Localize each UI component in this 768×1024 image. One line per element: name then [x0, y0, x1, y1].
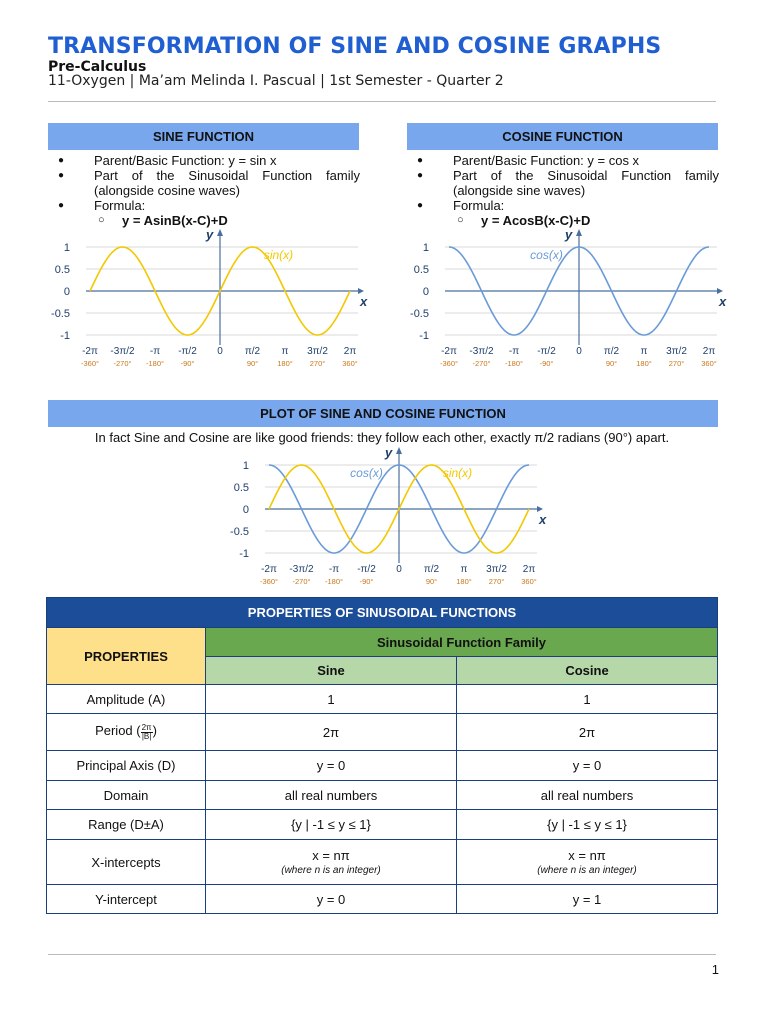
x-degree-label: 270° — [488, 577, 505, 586]
property-cell: Principal Axis (D) — [47, 751, 206, 781]
table-row — [47, 885, 718, 914]
y-tick-label: -1 — [60, 330, 70, 342]
x-tick-label: -2π — [441, 346, 457, 357]
plot-heading: PLOT OF SINE AND COSINE FUNCTION — [48, 400, 718, 427]
x-tick-label: -2π — [261, 564, 277, 575]
x-degree-label: -270° — [292, 577, 311, 586]
x-degree-label: 360° — [701, 359, 717, 368]
page-title: TRANSFORMATION OF SINE AND COSINE GRAPHS — [48, 34, 662, 59]
sine-bullet: ● Parent/Basic Function: y = sin x — [48, 153, 360, 168]
series-label: cos(x) — [350, 466, 383, 480]
y-axis-label: y — [206, 227, 214, 242]
sine-graph — [46, 227, 366, 372]
cosine-cell: 2π — [457, 714, 718, 751]
cosine-formula: ○ y = AcosB(x-C)+D — [407, 213, 719, 228]
integer-note: (where n is an integer) — [281, 865, 381, 876]
cosine-heading: COSINE FUNCTION — [407, 123, 718, 150]
y-tick-label: 1 — [242, 460, 249, 472]
y-tick-label: 0 — [422, 286, 429, 298]
x-tick-label: 0 — [396, 564, 402, 575]
x-tick-label: -π — [149, 346, 161, 357]
sine-cell: y = 0 — [206, 885, 457, 914]
x-tick-label: 0 — [217, 346, 223, 357]
y-tick-label: 1 — [422, 242, 429, 254]
x-tick-label: -3π/2 — [110, 346, 135, 357]
y-tick-label: 1 — [63, 242, 70, 254]
x-tick-label: 2π — [702, 346, 716, 357]
period-fraction — [141, 724, 153, 741]
x-tick-label: 0 — [576, 346, 582, 357]
y-tick-label: 0 — [63, 286, 70, 298]
y-axis-arrow — [217, 229, 223, 236]
x-tick-label: 3π/2 — [307, 346, 328, 357]
table-row — [47, 714, 718, 751]
x-degree-label: 90° — [246, 359, 259, 368]
sine-column-header: Sine — [206, 657, 457, 685]
table-row — [47, 685, 718, 714]
y-tick-label: 0 — [242, 504, 249, 516]
x-tick-label: -π/2 — [537, 346, 556, 357]
period-fraction-denominator: |B| — [141, 731, 152, 741]
y-tick-label: -0.5 — [410, 308, 429, 320]
x-tick-label: -3π/2 — [469, 346, 494, 357]
x-tick-label: -3π/2 — [289, 564, 314, 575]
x-degree-label: 270° — [309, 359, 326, 368]
x-degree-label: 270° — [668, 359, 685, 368]
period-close: ) — [152, 723, 157, 739]
table-row — [47, 840, 718, 885]
sine-cell: all real numbers — [206, 781, 457, 810]
x-tick-label: π — [460, 564, 468, 575]
series-label: cos(x) — [530, 248, 563, 262]
series-label: sin(x) — [442, 466, 473, 480]
y-tick-label: -1 — [419, 330, 429, 342]
x-degree-label: 90° — [425, 577, 438, 586]
cosine-cell — [457, 840, 718, 885]
plot-intro: In fact Sine and Cosine are like good friends: they follow each other, exactly π/2 radians (90°) apart. — [94, 430, 670, 445]
x-degree-label: -360° — [259, 577, 279, 586]
sine-heading: SINE FUNCTION — [48, 123, 359, 150]
cosine-bullet: ● Parent/Basic Function: y = cos x — [407, 153, 719, 168]
x-tick-label: π/2 — [244, 346, 261, 357]
y-axis-label: y — [385, 445, 393, 460]
cosine-notes — [407, 153, 719, 228]
y-tick-label: -1 — [239, 548, 249, 560]
x-degree-label: 90° — [605, 359, 618, 368]
footer-divider — [48, 954, 716, 955]
x-tick-label: -π/2 — [357, 564, 376, 575]
x-tick-label: π/2 — [603, 346, 620, 357]
y-tick-label: -0.5 — [230, 526, 249, 538]
properties-table — [46, 597, 718, 914]
x-tick-label: -π — [508, 346, 520, 357]
cosine-column-header: Cosine — [457, 657, 718, 685]
y-axis-label: y — [565, 227, 573, 242]
properties-header: PROPERTIES — [47, 628, 206, 685]
x-tick-label: π — [281, 346, 289, 357]
sine-intercepts: x = nπ — [312, 848, 350, 863]
x-tick-label: 3π/2 — [486, 564, 507, 575]
x-axis-label: x — [719, 294, 727, 309]
y-axis-arrow — [576, 229, 582, 236]
property-cell: Amplitude (A) — [47, 685, 206, 714]
x-tick-label: -2π — [82, 346, 98, 357]
sine-bullet: ● Part of the Sinusoidal Function family (alongside cosine waves) — [48, 168, 360, 198]
x-degree-label: 180° — [636, 359, 652, 368]
x-degree-label: -90° — [359, 577, 374, 586]
x-tick-label: -π — [328, 564, 340, 575]
x-degree-label: -270° — [113, 359, 132, 368]
x-degree-label: -180° — [504, 359, 524, 368]
sine-cell: {y | -1 ≤ y ≤ 1} — [206, 810, 457, 840]
y-axis-arrow — [396, 447, 402, 454]
property-cell: Domain — [47, 781, 206, 810]
x-degree-label: -360° — [439, 359, 459, 368]
x-tick-label: -π/2 — [178, 346, 197, 357]
x-axis-label: x — [360, 294, 368, 309]
series-label: sin(x) — [263, 248, 294, 262]
x-degree-label: 180° — [277, 359, 293, 368]
cosine-intercepts: x = nπ — [568, 848, 606, 863]
table-title: PROPERTIES OF SINUSOIDAL FUNCTIONS — [47, 598, 718, 628]
sine-cell: 2π — [206, 714, 457, 751]
sine-notes — [48, 153, 360, 228]
cosine-bullet: ● Part of the Sinusoidal Function family (alongside sine waves) — [407, 168, 719, 198]
cosine-cell: all real numbers — [457, 781, 718, 810]
x-degree-label: -360° — [80, 359, 100, 368]
sine-cell — [206, 840, 457, 885]
x-degree-label: 360° — [342, 359, 358, 368]
integer-note: (where n is an integer) — [537, 865, 637, 876]
header-divider — [48, 101, 716, 102]
cosine-cell: y = 0 — [457, 751, 718, 781]
table-row — [47, 751, 718, 781]
table-row — [47, 810, 718, 840]
x-degree-label: -90° — [180, 359, 195, 368]
period-label: Period ( — [95, 723, 141, 739]
x-tick-label: π — [640, 346, 648, 357]
property-cell: X-intercepts — [47, 840, 206, 885]
cosine-cell: 1 — [457, 685, 718, 714]
subject-label: Pre-Calculus — [48, 59, 147, 75]
x-tick-label: 2π — [522, 564, 536, 575]
sine-bullet: ● Formula: — [48, 198, 360, 213]
x-degree-label: -270° — [472, 359, 491, 368]
combined-graph — [225, 445, 545, 590]
x-axis-label: x — [539, 512, 547, 527]
table-row — [47, 781, 718, 810]
property-cell: Y-intercept — [47, 885, 206, 914]
cosine-cell: {y | -1 ≤ y ≤ 1} — [457, 810, 718, 840]
class-info: 11-Oxygen | Ma’am Melinda I. Pascual | 1st Semester - Quarter 2 — [48, 73, 504, 89]
period-fraction-numerator: 2π — [141, 722, 152, 732]
x-tick-label: 3π/2 — [666, 346, 687, 357]
property-cell — [47, 714, 206, 751]
x-degree-label: -180° — [145, 359, 165, 368]
page-number: 1 — [711, 962, 719, 977]
cosine-graph — [405, 227, 725, 372]
x-tick-label: 2π — [343, 346, 357, 357]
family-header: Sinusoidal Function Family — [206, 628, 718, 657]
x-degree-label: -90° — [539, 359, 554, 368]
y-tick-label: 0.5 — [413, 264, 429, 276]
x-degree-label: 360° — [521, 577, 537, 586]
y-tick-label: -0.5 — [51, 308, 70, 320]
sine-cell: 1 — [206, 685, 457, 714]
y-tick-label: 0.5 — [54, 264, 70, 276]
sine-formula: ○ y = AsinB(x-C)+D — [48, 213, 360, 228]
x-degree-label: -180° — [324, 577, 344, 586]
cosine-cell: y = 1 — [457, 885, 718, 914]
cosine-bullet: ● Formula: — [407, 198, 719, 213]
x-tick-label: π/2 — [423, 564, 440, 575]
y-tick-label: 0.5 — [233, 482, 249, 494]
property-cell: Range (D±A) — [47, 810, 206, 840]
x-degree-label: 180° — [456, 577, 472, 586]
sine-cell: y = 0 — [206, 751, 457, 781]
